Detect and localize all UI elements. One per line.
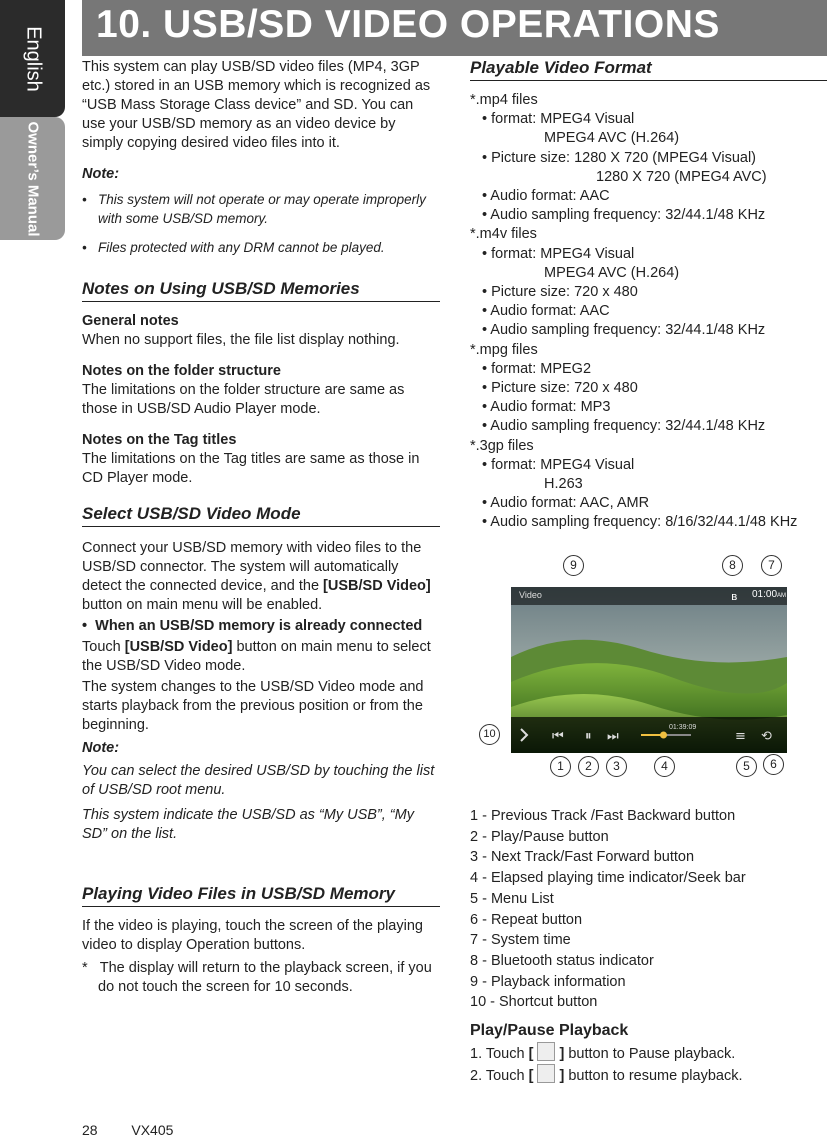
menu-list-icon: ≡ xyxy=(735,729,746,744)
format-line: *.3gp files xyxy=(470,437,534,454)
legend-item: 8 - Bluetooth status indicator xyxy=(470,952,654,969)
previous-track-icon: ⏮ xyxy=(552,729,564,744)
legend-item: 3 - Next Track/Fast Forward button xyxy=(470,849,695,866)
format-line: MPEG4 AVC (H.264) xyxy=(544,264,680,281)
format-line: • Audio format: AAC xyxy=(482,188,610,205)
select-note-1: You can select the desired USB/SD by touching the list of USB/SD root menu. xyxy=(82,763,435,798)
format-line: H.263 xyxy=(544,476,583,493)
format-line: • Picture size: 720 x 480 xyxy=(482,380,638,397)
folder-notes-title: Notes on the folder structure xyxy=(82,363,281,379)
callout-5: 5 xyxy=(736,756,757,777)
select-p1-button-ref: [USB/SD Video] xyxy=(323,578,431,594)
playing-paragraph: If the video is playing, touch the screen of the playing video to display Operation buttons. xyxy=(82,918,423,953)
step-1-text-a: 1. Touch xyxy=(470,1045,529,1062)
legend-item: 9 - Playback information xyxy=(470,973,626,990)
select-p2-button-ref: [USB/SD Video] xyxy=(124,639,233,655)
system-time xyxy=(752,589,786,600)
note-item-1: • This system will not operate or may operate improperly with some USB/SD memory. xyxy=(82,192,426,226)
note-item-1-text: This system will not operate or may operate improperly with some USB/SD memory. xyxy=(97,192,426,226)
callout-3: 3 xyxy=(606,756,627,777)
callout-1: 1 xyxy=(550,756,571,777)
playing-star-text: The display will return to the playback screen, if you do not touch the screen for 10 seconds. xyxy=(98,960,432,995)
select-paragraph-2 xyxy=(82,638,440,676)
select-p1-text-a: Connect your USB/SD memory with video files to the USB/SD connector. The system will automatically detect the connected device, and the xyxy=(82,540,422,594)
callout-8: 8 xyxy=(722,555,743,576)
format-line: • Picture size: 1280 X 720 (MPEG4 Visual) xyxy=(482,149,756,166)
format-line: • format: MPEG4 Visual xyxy=(482,111,635,128)
select-paragraph-3: The system changes to the USB/SD Video mode and starts playback from the previous position or from the beginning. xyxy=(82,679,424,733)
side-tab-owners-manual-label: Owner’s Manual xyxy=(24,120,41,237)
page-title: 10. USB/SD VIDEO OPERATIONS xyxy=(96,3,720,46)
pause-icon: ⏸ xyxy=(585,729,592,744)
playing-star-note: * The display will return to the playback screen, if you do not touch the screen for 10 seconds. xyxy=(82,960,432,995)
format-line: • Audio sampling frequency: 32/44.1/48 KHz xyxy=(482,418,766,435)
tag-notes-text: The limitations on the Tag titles are same as those in CD Player mode. xyxy=(82,451,420,486)
select-paragraph-1 xyxy=(82,539,440,615)
system-time-value: 01:00 xyxy=(752,589,778,600)
general-notes-title: General notes xyxy=(82,313,179,329)
format-line: • format: MPEG4 Visual xyxy=(482,456,635,473)
select-p2-text-a: Touch xyxy=(82,639,125,655)
note-label: Note: xyxy=(82,166,120,182)
legend-item: 1 - Previous Track /Fast Backward button xyxy=(470,808,736,824)
video-screenshot-art xyxy=(511,587,787,753)
callout-4: 4 xyxy=(654,756,675,777)
elapsed-time: 01:39:09 xyxy=(669,724,697,731)
legend-item: 5 - Menu List xyxy=(470,890,554,907)
step-1-bracket-close: ] xyxy=(559,1045,565,1062)
select-bullet: • When an USB/SD memory is already connected xyxy=(82,618,423,634)
model-name: VX405 xyxy=(131,1122,174,1138)
legend-item: 6 - Repeat button xyxy=(470,911,583,928)
play-pause-step-2 xyxy=(470,1064,827,1087)
legend-item: 4 - Elapsed playing time indicator/Seek bar xyxy=(470,870,746,887)
format-line: • Audio sampling frequency: 32/44.1/48 KHz xyxy=(482,207,766,224)
format-line: • Picture size: 720 x 480 xyxy=(482,284,638,301)
select-note-2: This system indicate the USB/SD as “My USB”, “My SD” on the list. xyxy=(82,807,414,842)
tag-notes-title: Notes on the Tag titles xyxy=(82,432,237,448)
play-button-icon xyxy=(537,1064,555,1083)
heading-notes-memories: Notes on Using USB/SD Memories xyxy=(82,279,440,302)
heading-select-mode: Select USB/SD Video Mode xyxy=(82,504,440,527)
folder-notes-text: The limitations on the folder structure are same as those in USB/SD Audio Player mode. xyxy=(82,382,405,417)
heading-play-pause: Play/Pause Playback xyxy=(470,1022,629,1040)
top-status-bar xyxy=(511,587,787,605)
seek-bar-knob xyxy=(660,732,667,739)
heading-playable-format: Playable Video Format xyxy=(470,58,827,81)
side-tab-owners-manual xyxy=(0,117,65,240)
step-2-bracket-open: [ xyxy=(528,1068,534,1085)
page-number: 28 xyxy=(82,1122,98,1138)
legend-list xyxy=(470,806,827,1013)
legend-item: 10 - Shortcut button xyxy=(470,994,598,1011)
select-bullet-text: When an USB/SD memory is already connected xyxy=(95,618,423,634)
format-line: MPEG4 AVC (H.264) xyxy=(544,130,680,147)
step-1-bracket-open: [ xyxy=(528,1045,534,1062)
format-line: *.mp4 files xyxy=(470,92,538,108)
note-item-2-text: Files protected with any DRM cannot be played. xyxy=(97,240,385,255)
format-line: *.mpg files xyxy=(470,341,538,358)
callout-7: 7 xyxy=(761,555,782,576)
legend-item: 7 - System time xyxy=(470,932,571,949)
format-line: • Audio format: AAC xyxy=(482,303,610,320)
repeat-icon: ⟲ xyxy=(761,729,772,744)
note-item-2: • Files protected with any DRM cannot be played. xyxy=(82,240,385,255)
format-line: • Audio format: AAC, AMR xyxy=(482,495,650,512)
side-tab-english-label: English xyxy=(22,25,44,92)
legend-item: 2 - Play/Pause button xyxy=(470,828,609,845)
format-line: • Audio sampling frequency: 32/44.1/48 KHz xyxy=(482,322,766,339)
callout-6: 6 xyxy=(763,754,784,775)
callout-legend xyxy=(470,806,827,1087)
screen-label: Video xyxy=(519,590,542,600)
format-list xyxy=(470,91,827,533)
intro-paragraph: This system can play USB/SD video files (MP4, 3GP etc.) stored in an USB memory which is recognized as “USB Mass Storage Class device” and SD. You can use your USB/SD memory as an video device by simply copying desired video files into it. xyxy=(82,59,431,151)
format-line: 1280 X 720 (MPEG4 AVC) xyxy=(596,168,767,185)
callout-10: 10 xyxy=(479,724,500,745)
select-p2-text-c: button on main menu to select the USB/SD Video mode. xyxy=(82,639,431,674)
system-time-ampm: AM xyxy=(777,593,787,599)
format-line: • Audio sampling frequency: 8/16/32/44.1/48 KHz xyxy=(482,514,798,531)
step-2-text-a: 2. Touch xyxy=(470,1068,529,1085)
callout-9: 9 xyxy=(563,555,584,576)
format-line: *.m4v files xyxy=(470,226,537,243)
side-tab-english xyxy=(0,0,65,117)
general-notes-text: When no support files, the file list display nothing. xyxy=(82,332,400,348)
pause-button-icon xyxy=(537,1042,555,1061)
select-note-label: Note: xyxy=(82,740,120,756)
callout-2: 2 xyxy=(578,756,599,777)
select-p1-text-c: button on main menu will be enabled. xyxy=(82,597,323,613)
step-1-text-d: button to Pause playback. xyxy=(564,1045,736,1062)
format-line: • Audio format: MP3 xyxy=(482,399,611,416)
video-screenshot xyxy=(511,587,787,753)
next-track-icon: ⏭ xyxy=(607,729,619,744)
step-2-bracket-close: ] xyxy=(559,1068,565,1085)
left-column xyxy=(82,58,440,1007)
step-2-text-d: button to resume playback. xyxy=(564,1068,743,1085)
bluetooth-icon: ʙ xyxy=(731,590,738,603)
format-line: • format: MPEG2 xyxy=(482,360,592,377)
play-pause-step-1 xyxy=(470,1042,827,1065)
heading-playing-video: Playing Video Files in USB/SD Memory xyxy=(82,884,440,907)
format-line: • format: MPEG4 Visual xyxy=(482,245,635,262)
right-column xyxy=(470,58,827,533)
title-bar xyxy=(82,0,827,56)
